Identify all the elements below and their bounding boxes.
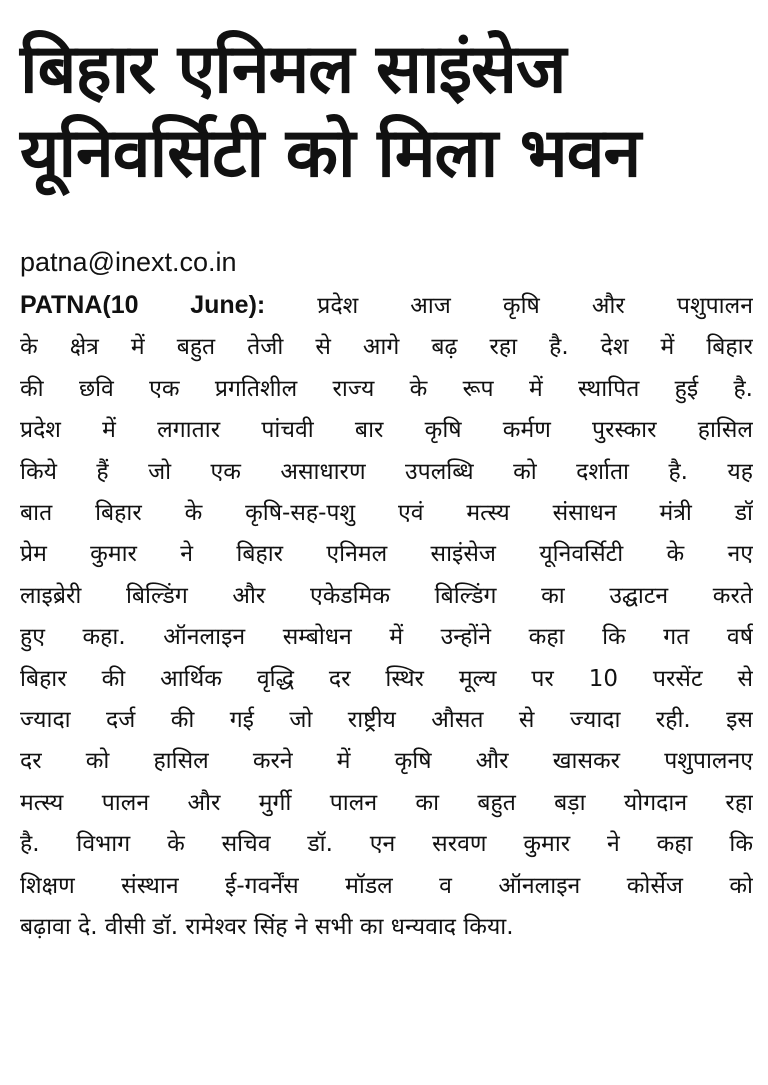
byline-email: patna@inext.co.in	[20, 247, 237, 277]
article-line-text: प्रदेश आज कृषि और पशुपालन	[317, 293, 753, 319]
article-line: हुए कहा. ऑनलाइन सम्बोधन में उन्होंने कहा कि गत वर्ष	[20, 624, 753, 651]
article-body	[20, 285, 753, 949]
headline-line-1: बिहार एनिमल साइंसेज	[20, 30, 566, 109]
article-line: प्रदेश में लगातार पांचवी बार कृषि कर्मण पुरस्कार हासिल	[20, 417, 753, 444]
article-line: लाइब्रेरी बिल्डिंग और एकेडमिक बिल्डिंग का उद्घाटन करते	[20, 582, 753, 609]
article-line: ज्यादा दर्ज की गई जो राष्ट्रीय औसत से ज्यादा रही. इस	[20, 707, 753, 734]
article-line: की छवि एक प्रगतिशील राज्य के रूप में स्थापित हुई है.	[20, 375, 753, 402]
article-line: बढ़ावा दे. वीसी डॉ. रामेश्वर सिंह ने सभी का धन्यवाद किया.	[20, 914, 514, 941]
article-line: के क्षेत्र में बहुत तेजी से आगे बढ़ रहा है. देश में बिहार	[20, 334, 753, 361]
article-line: किये हैं जो एक असाधारण उपलब्धि को दर्शाता है. यह	[20, 458, 753, 485]
article-line: प्रेम कुमार ने बिहार एनिमल साइंसेज यूनिवर्सिटी के नए	[20, 541, 753, 568]
headline	[20, 28, 750, 196]
article-line: दर को हासिल करने में कृषि और खासकर पशुपालनए	[20, 748, 753, 775]
article-line: मत्स्य पालन और मुर्गी पालन का बहुत बड़ा योगदान रहा	[20, 789, 753, 816]
dateline: PATNA(10 June):	[20, 291, 266, 319]
article-line: शिक्षण संस्थान ई-गवर्नेंस मॉडल व ऑनलाइन कोर्सेज को	[20, 872, 753, 899]
article-line	[20, 285, 753, 327]
headline-line-2: यूनिवर्सिटी को मिला भवन	[20, 114, 641, 193]
article-line: बात बिहार के कृषि-सह-पशु एवं मत्स्य संसाधन मंत्री डॉ	[20, 500, 753, 527]
article-line: है. विभाग के सचिव डॉ. एन सरवण कुमार ने कहा कि	[20, 831, 753, 858]
article-line: बिहार की आर्थिक वृद्धि दर स्थिर मूल्य पर 10 परसेंट से	[20, 665, 753, 692]
